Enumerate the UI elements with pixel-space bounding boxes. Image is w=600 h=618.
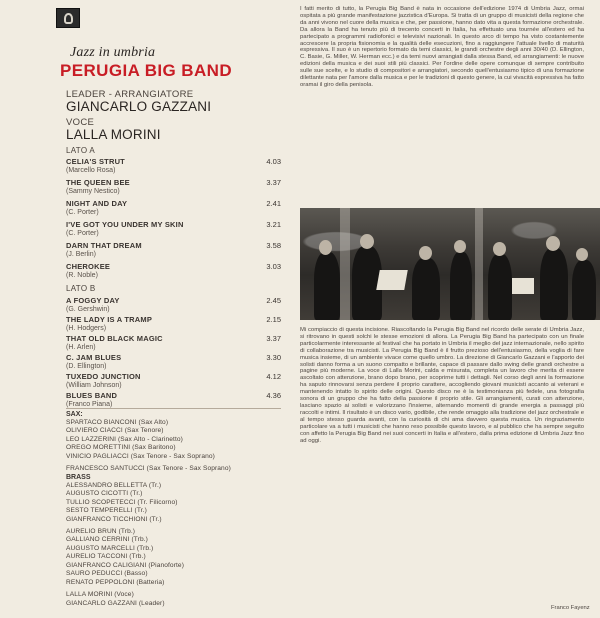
musician-name: ALESSANDRO BELLETTA — [66, 482, 147, 489]
track-title: THE LADY IS A TRAMP — [66, 315, 153, 324]
musician-name: SPARTACO BIANCONI — [66, 419, 137, 426]
musician-instrument: (Trb.) — [129, 553, 146, 561]
series-title: Jazz in umbria — [70, 45, 156, 60]
track-title: A FOGGY DAY — [66, 296, 120, 305]
track-duration: 3.03 — [266, 262, 281, 271]
musician-name: GALLIANO CERRINI — [66, 536, 130, 544]
track-row — [66, 315, 281, 332]
musician-instrument: (Basso) — [124, 570, 148, 578]
brass-section-label: BRASS — [66, 474, 91, 481]
musician-row — [66, 507, 147, 514]
musician-name: FRANCESCO SANTUCCI — [66, 465, 145, 472]
track-row — [66, 296, 281, 313]
musician-name: AUGUSTO MARCELLI — [66, 544, 135, 552]
track-row — [66, 241, 281, 258]
musician-row — [66, 482, 161, 489]
musician-instrument: (Sax Baritono) — [132, 444, 176, 452]
track-duration: 3.37 — [266, 178, 281, 187]
musician-instrument: (Tr. Filicorno) — [137, 498, 178, 506]
track-duration: 2.41 — [266, 199, 281, 208]
track-duration: 3.58 — [266, 241, 281, 250]
track-title: DARN THAT DREAM — [66, 241, 142, 250]
track-row — [66, 178, 281, 195]
musician-name: GIANCARLO GAZZANI — [66, 599, 137, 607]
musician-instrument: (Tr.) — [130, 490, 143, 498]
band-photo — [300, 208, 600, 320]
musician-row — [66, 536, 148, 543]
track-title: I'VE GOT YOU UNDER MY SKIN — [66, 220, 184, 229]
liner-notes-top: I fatti merito di tutto, la Perugia Big Band è nata in occasione dell'edizione 1974 di Umbria Jazz, ormai ospitata a più grande manifestazione jazzistica d'Europa. Si tratta di un gruppo di musicisti della regione che da anni vivono nel cuore della musica e che, per passione, hanno dato vita a questa formazione orchestrale. Da allora la Band ha tenuto più di trecento concerti in Italia, ha effettuato una tournée all'estero ed ha partecipato a programmi radiofonici e televisivi nazionali. In questo arco di tempo ha visto costantemente accrescere la propria fisionomia e la qualità delle esecuzioni, fino a raggiungere l'attuale livello di maturità espressiva. Il suo è un repertorio formato da temi classici, le grandi orchestre degli anni 30/40 (D. Ellington, C. Basie, G. Miller, W. Herman ecc.) e da temi nuovi arrangiati dalla stessa Band, ed arrangiamenti: le nuove edizioni della musica e dei suoi stili più classici. Per l'ordine delle opere comunque di sempre contribuito sulle sue scelte, e lo studio di compositori e arrangiatori, secondo quell'entusiasmo tipico di una formazione dilettante nata per l'amore dalla musica e per le tradizioni di questo genere, la cui vivacità espressiva ha fatto oramai il giro della penisola. — [300, 6, 584, 88]
musician-instrument: (Tr.) — [149, 515, 162, 523]
musician-row — [66, 444, 176, 451]
notes-signature: Franco Fayenz — [551, 605, 590, 611]
track-author: (G. Gershwin) — [66, 306, 110, 313]
musician-name: TULLIO SCOPETECCI — [66, 498, 136, 506]
track-duration: 4.03 — [266, 157, 281, 166]
musician-row — [66, 591, 134, 598]
track-row — [66, 334, 281, 351]
track-author: (C. Porter) — [66, 230, 99, 237]
divider — [66, 408, 281, 409]
track-row — [66, 157, 281, 174]
track-author: (H. Hodgers) — [66, 325, 107, 332]
track-author: (Franco Piana) — [66, 401, 113, 408]
musician-row — [66, 465, 231, 472]
musician-name: GIANFRANCO TICCHIONI — [66, 515, 148, 523]
track-author: (J. Berlin) — [66, 251, 96, 258]
track-author: (H. Arlen) — [66, 344, 96, 351]
musician-instrument: (Trb.) — [136, 544, 154, 552]
musician-instrument: (Sax Alto - Clarinetto) — [117, 435, 183, 443]
musician-name: SESTO TEMPERELLI — [66, 507, 133, 515]
track-row — [66, 199, 281, 216]
track-row — [66, 262, 281, 279]
track-duration: 3.37 — [266, 334, 281, 343]
track-duration: 3.30 — [266, 353, 281, 362]
side-b-label: LATO B — [66, 284, 96, 293]
track-row — [66, 372, 281, 389]
leader-role: LEADER - ARRANGIATORE — [66, 89, 194, 100]
musician-instrument: (Sax Tenore - Sax Soprano) — [130, 452, 215, 460]
musician-instrument: (Tr.) — [148, 482, 162, 489]
musician-name: AURELIO BRUN — [66, 528, 117, 535]
track-author: (C. Porter) — [66, 209, 99, 216]
liner-notes-bottom: Mi compiaccio di questa incisione. Riascoltando la Perugia Big Band nel ricordo delle serate di Umbria Jazz, si ritrovano in questi solchi le stesse emozioni di allora. La Perugia Big Band ha partecipato con un finale particolarmente interessante al festival che ha portato in Umbria il meglio del jazz internazionale, nello spirito di collaborazione tra musicisti. La Perugia Big Band è il frutto prezioso dell'entusiasmo, della voglia di fare musica insieme, di un ambiente vivace come quello umbro. La direzione di Giancarlo Gazzani e l'apporto dei solisti danno forma a un suono compatto e brillante, capace di passare dallo swing delle grandi orchestre a pagine più moderne. La voce di Lalla Morini, calda e misurata, completa un lavoro che merita di essere ascoltato con attenzione, brano dopo brano, per scoprirne tutti i dettagli. Nel corso degli anni la formazione ha saputo rinnovarsi senza perdere il proprio carattere, accogliendo giovani musicisti accanto ai veterani e mantenendo intatto lo spirito delle origini. Questo disco ne è la testimonianza più fedele, una fotografia sonora di un gruppo che ha fatto della passione il proprio stile. Gli arrangiamenti, curati con attenzione, lasciano spazio ai solisti e valorizzano l'insieme, alternando momenti di grande energia a passaggi più raccolti e intimi. Il risultato è un disco vario, godibile, che rende omaggio alla tradizione del jazz orchestrale e al tempo stesso guarda avanti, con la curiosità di chi ama davvero questa musica. Un ringraziamento particolare va a tutti i musicisti che hanno reso possibile questo lavoro, e al pubblico che ha sempre seguito con affetto la Perugia Big Band nei suoi concerti in Italia e all'estero, dalla prima edizione di Umbria Jazz fino ad oggi. — [300, 327, 584, 444]
musician-name: LALLA MORINI — [66, 591, 113, 599]
track-row — [66, 391, 281, 408]
band-name: PERUGIA BIG BAND — [60, 61, 233, 80]
leader-name: GIANCARLO GAZZANI — [66, 99, 212, 114]
musician-row — [66, 562, 184, 569]
side-a-label: LATO A — [66, 146, 96, 155]
track-author: (D. Ellington) — [66, 363, 107, 370]
musician-name: GIANFRANCO CALIGIANI — [66, 562, 147, 569]
musician-name: OLIVIERO CIACCI — [66, 427, 123, 435]
sax-section-label: SAX: — [66, 411, 83, 418]
musician-instrument: (Trb.) — [118, 528, 136, 535]
track-row — [66, 220, 281, 237]
musician-row — [66, 490, 142, 497]
musician-name: SAURO PEDUCCI — [66, 570, 123, 578]
track-duration: 4.12 — [266, 372, 281, 381]
musician-row — [66, 516, 162, 523]
track-duration: 2.15 — [266, 315, 281, 324]
musician-row — [66, 600, 165, 607]
musician-row — [66, 499, 178, 506]
musician-name: RENATO PEPPOLONI — [66, 578, 135, 586]
track-title: C. JAM BLUES — [66, 353, 122, 362]
musician-instrument: (Tr.) — [134, 507, 147, 515]
musician-row — [66, 436, 183, 443]
track-row — [66, 353, 281, 370]
track-author: (R. Noble) — [66, 272, 98, 279]
track-duration: 3.21 — [266, 220, 281, 229]
track-title: CHEROKEE — [66, 262, 111, 271]
musician-name: AURELIO TACCONI — [66, 553, 128, 561]
track-duration: 4.36 — [266, 391, 281, 400]
musician-instrument: (Trb.) — [131, 536, 148, 544]
musician-instrument: (Voce) — [114, 591, 134, 599]
musician-row — [66, 427, 164, 434]
musician-name: VINICIO PAGLIACCI — [66, 452, 129, 460]
track-title: TUXEDO JUNCTION — [66, 372, 141, 381]
musician-row — [66, 570, 148, 577]
musician-row — [66, 545, 153, 552]
musician-instrument: (Batteria) — [136, 578, 165, 586]
musician-name: AUGUSTO CICOTTI — [66, 490, 129, 498]
musician-row — [66, 419, 168, 426]
musician-instrument: (Sax Tenore) — [124, 427, 164, 435]
track-title: THAT OLD BLACK MAGIC — [66, 334, 163, 343]
musician-name: OREGO MORETTINI — [66, 444, 131, 452]
musician-row — [66, 453, 215, 460]
musician-instrument: (Pianoforte) — [148, 562, 184, 569]
musician-instrument: (Leader) — [138, 599, 165, 607]
vocal-name: LALLA MORINI — [66, 127, 161, 142]
track-author: (William Johnson) — [66, 382, 122, 389]
track-title: THE QUEEN BEE — [66, 178, 130, 187]
track-title: NIGHT AND DAY — [66, 199, 128, 208]
musician-row — [66, 553, 146, 560]
track-title: BLUES BAND — [66, 391, 118, 400]
track-author: (Marcello Rosa) — [66, 167, 116, 174]
musician-instrument: (Sax Tenore - Sax Soprano) — [146, 465, 231, 472]
vocal-role: VOCE — [66, 117, 95, 128]
musician-row — [66, 579, 164, 586]
track-author: (Sammy Nestico) — [66, 188, 120, 195]
track-duration: 2.45 — [266, 296, 281, 305]
label-logo-icon — [56, 8, 80, 28]
track-title: CELIA'S STRUT — [66, 157, 125, 166]
musician-row — [66, 528, 135, 535]
musician-name: LEO LAZZERINI — [66, 435, 117, 443]
musician-instrument: (Sax Alto) — [138, 419, 169, 426]
